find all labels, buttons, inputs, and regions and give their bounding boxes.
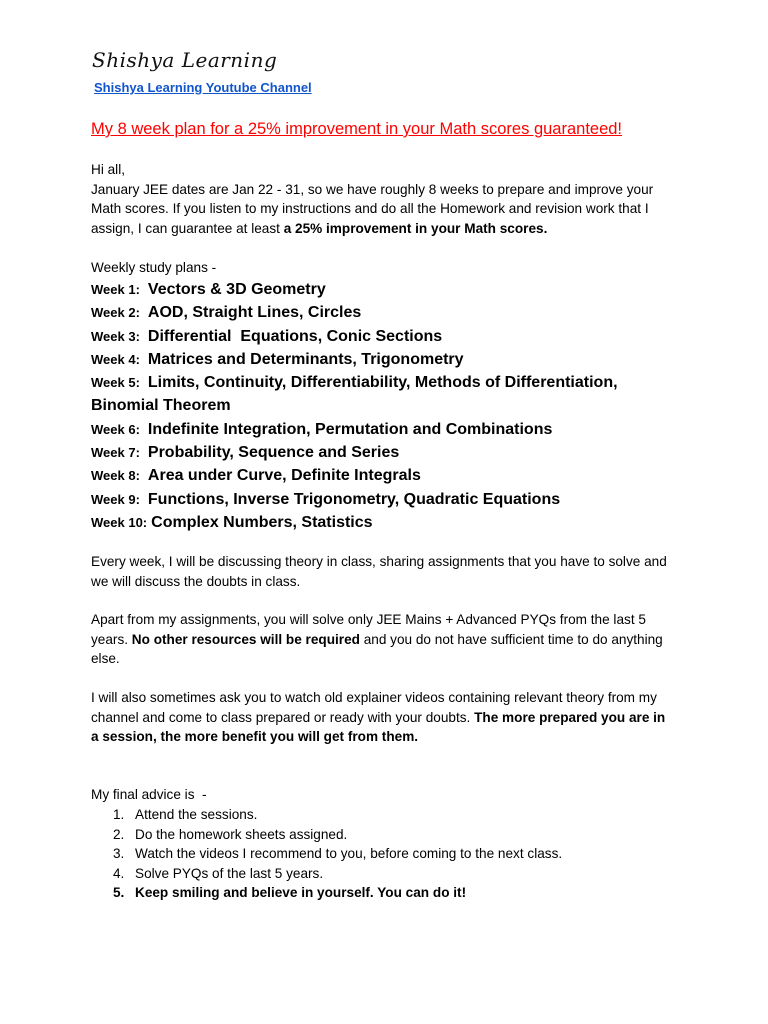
greeting: Hi all,: [91, 162, 125, 177]
item-text: Solve PYQs of the last 5 years.: [135, 865, 324, 881]
paragraph-line: we will discuss the doubts in class.: [91, 573, 301, 589]
week-label: Week 3:: [91, 328, 140, 344]
paragraph-line: Every week, I will be discussing theory in class, sharing assignments that you have to solve and: [91, 554, 667, 569]
page-headline: My 8 week plan for a 25% improvement in your Math scores guaranteed!: [91, 120, 623, 138]
week-label: Week 4:: [91, 351, 140, 367]
item-text: Do the homework sheets assigned.: [135, 826, 348, 842]
discussion-paragraph: [91, 552, 691, 591]
weekly-plan-list: [91, 278, 711, 534]
paragraph-text: and you do not have sufficient time to do anything: [359, 631, 663, 647]
week-topics: Differential Equations, Conic Sections: [147, 327, 443, 345]
intro-line-text: assign, I can guarantee at least: [91, 220, 284, 236]
weekly-heading: Weekly study plans -: [91, 260, 217, 275]
week-topics: AOD, Straight Lines, Circles: [147, 304, 362, 322]
intro-line: [91, 219, 691, 239]
item-number: 5.: [113, 885, 125, 901]
advice-item: [113, 864, 562, 884]
intro-paragraph: [91, 160, 691, 238]
paragraph-line: [91, 727, 691, 747]
week-row: [91, 488, 711, 511]
week-row: [91, 371, 711, 394]
week-label: Week 10:: [91, 514, 148, 530]
week-row: [91, 278, 711, 301]
week-topics: Matrices and Determinants, Trigonometry: [147, 350, 464, 368]
item-number: 2.: [113, 826, 125, 842]
item-number: 1.: [113, 807, 125, 822]
week-row: [91, 325, 711, 348]
item-number: 4.: [113, 865, 125, 881]
week-label: Week 8:: [91, 468, 140, 484]
intro-line: January JEE dates are Jan 22 - 31, so we have roughly 8 weeks to prepare and improve your: [91, 181, 654, 197]
item-text: Attend the sessions.: [135, 807, 258, 822]
paragraph-emphasis: No other resources will be required: [131, 631, 360, 647]
advice-item: [113, 883, 562, 903]
advice-item: [113, 844, 562, 864]
week-topics: Area under Curve, Definite Integrals: [147, 467, 421, 485]
week-topics: Probability, Sequence and Series: [147, 444, 400, 462]
paragraph-text: years.: [91, 631, 132, 647]
week-row: [91, 441, 711, 464]
advice-item: [113, 825, 562, 845]
week-label: Week 6:: [91, 421, 140, 437]
paragraph-line: I will also sometimes ask you to watch old explainer videos containing relevant theory from my: [91, 690, 657, 705]
week-row-continuation: Binomial Theorem: [91, 397, 231, 415]
youtube-channel-link[interactable]: Shishya Learning Youtube Channel: [94, 80, 312, 95]
advice-heading: My final advice is -: [91, 787, 207, 802]
paragraph-emphasis: The more prepared you are in: [474, 709, 666, 725]
advice-item: [113, 805, 562, 825]
week-topics: Functions, Inverse Trigonometry, Quadratic Equations: [147, 490, 561, 508]
paragraph-line: [91, 630, 691, 650]
resources-paragraph: [91, 610, 691, 669]
week-row: [91, 301, 711, 324]
paragraph-line: [91, 708, 691, 728]
week-label: Week 2:: [91, 305, 140, 321]
week-topics: Indefinite Integration, Permutation and Combinations: [147, 420, 553, 438]
week-topics: Vectors & 3D Geometry: [147, 281, 326, 298]
intro-emphasis: a 25% improvement in your Math scores.: [283, 220, 548, 236]
item-text: Keep smiling and believe in yourself. You can do it!: [135, 885, 467, 901]
week-label: Week 7:: [91, 445, 140, 461]
week-label: Week 1:: [91, 282, 140, 297]
videos-paragraph: [91, 688, 691, 747]
advice-list: [113, 805, 562, 903]
week-topics: Complex Numbers, Statistics: [151, 513, 373, 531]
week-row: [91, 418, 711, 441]
week-topics: Limits, Continuity, Differentiability, Methods of Differentiation,: [147, 374, 618, 392]
item-text: Watch the videos I recommend to you, before coming to the next class.: [135, 846, 563, 862]
brand-logo-text: Shishya Learning: [92, 48, 278, 72]
week-label: Week 5:: [91, 375, 140, 391]
week-label: Week 9:: [91, 491, 140, 507]
week-row: [91, 511, 711, 534]
intro-line: Math scores. If you listen to my instructions and do all the Homework and revision work that I: [91, 201, 649, 217]
week-row: [91, 348, 711, 371]
paragraph-line: Apart from my assignments, you will solve only JEE Mains + Advanced PYQs from the last 5: [91, 612, 646, 627]
paragraph-emphasis: a session, the more benefit you will get from them.: [91, 729, 419, 745]
paragraph-line: else.: [91, 651, 120, 667]
paragraph-text: channel and come to class prepared or ready with your doubts.: [91, 709, 475, 725]
week-row: [91, 464, 711, 487]
item-number: 3.: [113, 846, 125, 862]
